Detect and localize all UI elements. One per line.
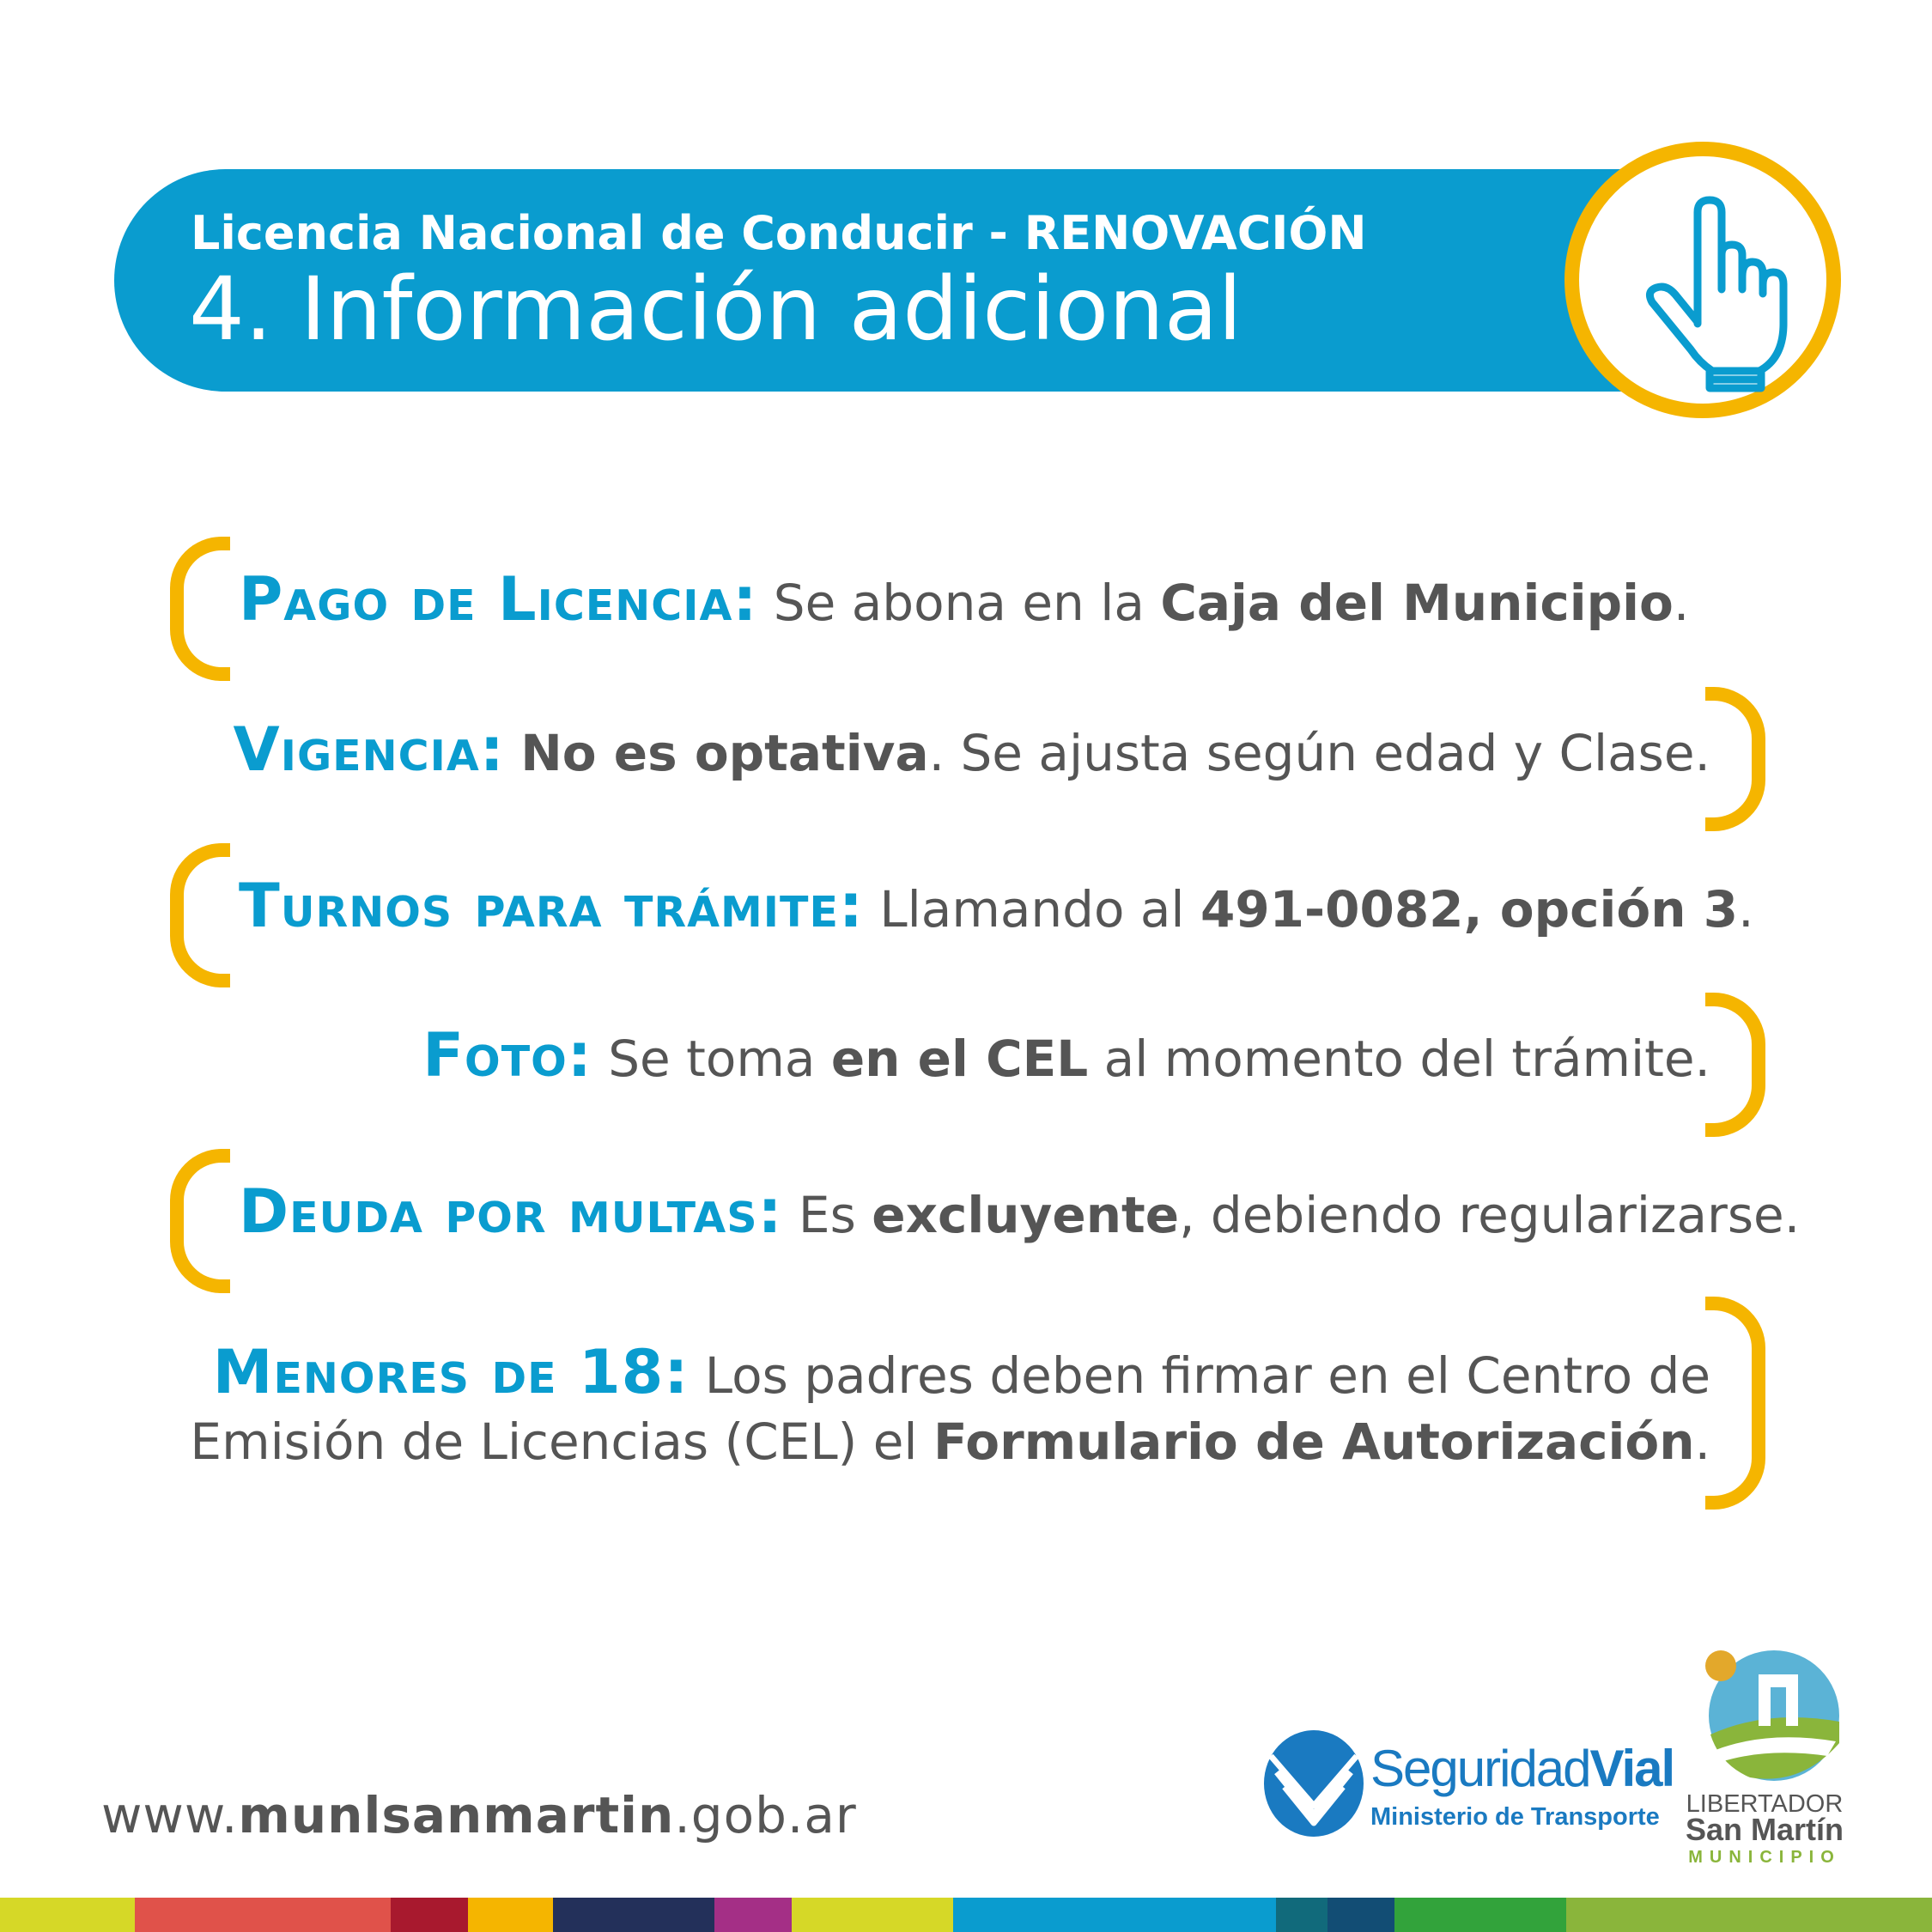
stripe-segment bbox=[553, 1898, 714, 1932]
item-text: . bbox=[1738, 880, 1754, 939]
header-subtitle: Licencia Nacional de Conducir - RENOVACIÓN bbox=[191, 206, 1367, 260]
item-bold: excluyente bbox=[872, 1186, 1180, 1244]
libertador-logo-icon bbox=[1698, 1640, 1840, 1795]
item-text: Se abona en la bbox=[757, 574, 1161, 632]
sv-light: Seguridad bbox=[1370, 1740, 1590, 1797]
item-text: . Se ajusta según edad y Clase. bbox=[928, 724, 1710, 782]
page-title: 4. Información adicional bbox=[189, 258, 1242, 361]
info-item-payment bbox=[239, 562, 1689, 638]
sv-bold: Vial bbox=[1589, 1740, 1674, 1797]
stripe-segment bbox=[391, 1898, 468, 1932]
bracket-right bbox=[1705, 993, 1765, 1137]
item-text: al momento del trámite. bbox=[1088, 1030, 1710, 1088]
item-text: , debiendo regularizarse. bbox=[1179, 1186, 1801, 1244]
info-item-fines bbox=[239, 1175, 1800, 1250]
seguridad-vial-logo-icon bbox=[1262, 1730, 1365, 1842]
color-stripe bbox=[0, 1898, 1932, 1932]
item-text: Llamando al bbox=[863, 880, 1200, 939]
info-item-minors bbox=[190, 1335, 1710, 1473]
pointing-hand-icon bbox=[1631, 195, 1802, 392]
stripe-segment bbox=[792, 1898, 953, 1932]
item-label: Foto: bbox=[422, 1020, 592, 1091]
item-label: Deuda por multas: bbox=[239, 1176, 783, 1247]
stripe-segment bbox=[1566, 1898, 1932, 1932]
item-text bbox=[505, 724, 520, 782]
item-text: Emisión de Licencias (CEL) el bbox=[190, 1412, 933, 1471]
municipio-name-line3: MUNICIPIO bbox=[1688, 1848, 1841, 1867]
municipio-name-line1: LIBERTADOR bbox=[1686, 1790, 1844, 1818]
url-suffix: .gob.ar bbox=[674, 1786, 857, 1844]
seguridad-vial-name bbox=[1370, 1739, 1674, 1798]
item-label: Menores de 18: bbox=[212, 1337, 690, 1407]
item-bold: Formulario de Autorización bbox=[933, 1412, 1695, 1471]
ministry-name: Ministerio de Transporte bbox=[1370, 1803, 1660, 1831]
item-label: Vigencia: bbox=[233, 714, 505, 785]
stripe-segment bbox=[135, 1898, 391, 1932]
bracket-right bbox=[1705, 1297, 1765, 1510]
item-bold: Caja del Municipio bbox=[1160, 574, 1674, 632]
bracket-left bbox=[170, 843, 230, 987]
item-bold: en el CEL bbox=[830, 1030, 1089, 1088]
website-url bbox=[101, 1786, 857, 1844]
item-text: Es bbox=[782, 1186, 872, 1244]
item-bold: No es optativa bbox=[520, 724, 929, 782]
bracket-right bbox=[1705, 687, 1765, 831]
stripe-segment bbox=[0, 1898, 135, 1932]
info-item-appointments bbox=[239, 869, 1754, 945]
item-label: Turnos para trámite: bbox=[239, 871, 864, 941]
stripe-segment bbox=[468, 1898, 553, 1932]
municipio-name-line2: San Martín bbox=[1685, 1812, 1844, 1847]
item-label: Pago de Licencia: bbox=[239, 564, 758, 635]
item-text: . bbox=[1673, 574, 1690, 632]
stripe-segment bbox=[1276, 1898, 1327, 1932]
bracket-left bbox=[170, 1149, 230, 1293]
stripe-segment bbox=[1394, 1898, 1566, 1932]
stripe-segment bbox=[714, 1898, 792, 1932]
url-domain: munlsanmartin bbox=[238, 1786, 675, 1844]
item-text: Se toma bbox=[592, 1030, 831, 1088]
stripe-segment bbox=[953, 1898, 1276, 1932]
pointing-hand-badge bbox=[1564, 142, 1841, 418]
item-text: . bbox=[1694, 1412, 1710, 1471]
bracket-left bbox=[170, 537, 230, 681]
info-item-photo bbox=[422, 1018, 1710, 1094]
info-item-validity bbox=[234, 713, 1710, 788]
stripe-segment bbox=[1327, 1898, 1394, 1932]
item-bold: 491-0082, opción 3 bbox=[1200, 880, 1739, 939]
url-prefix: www. bbox=[101, 1786, 239, 1844]
item-text: Los padres deben firmar en el Centro de bbox=[689, 1346, 1710, 1405]
